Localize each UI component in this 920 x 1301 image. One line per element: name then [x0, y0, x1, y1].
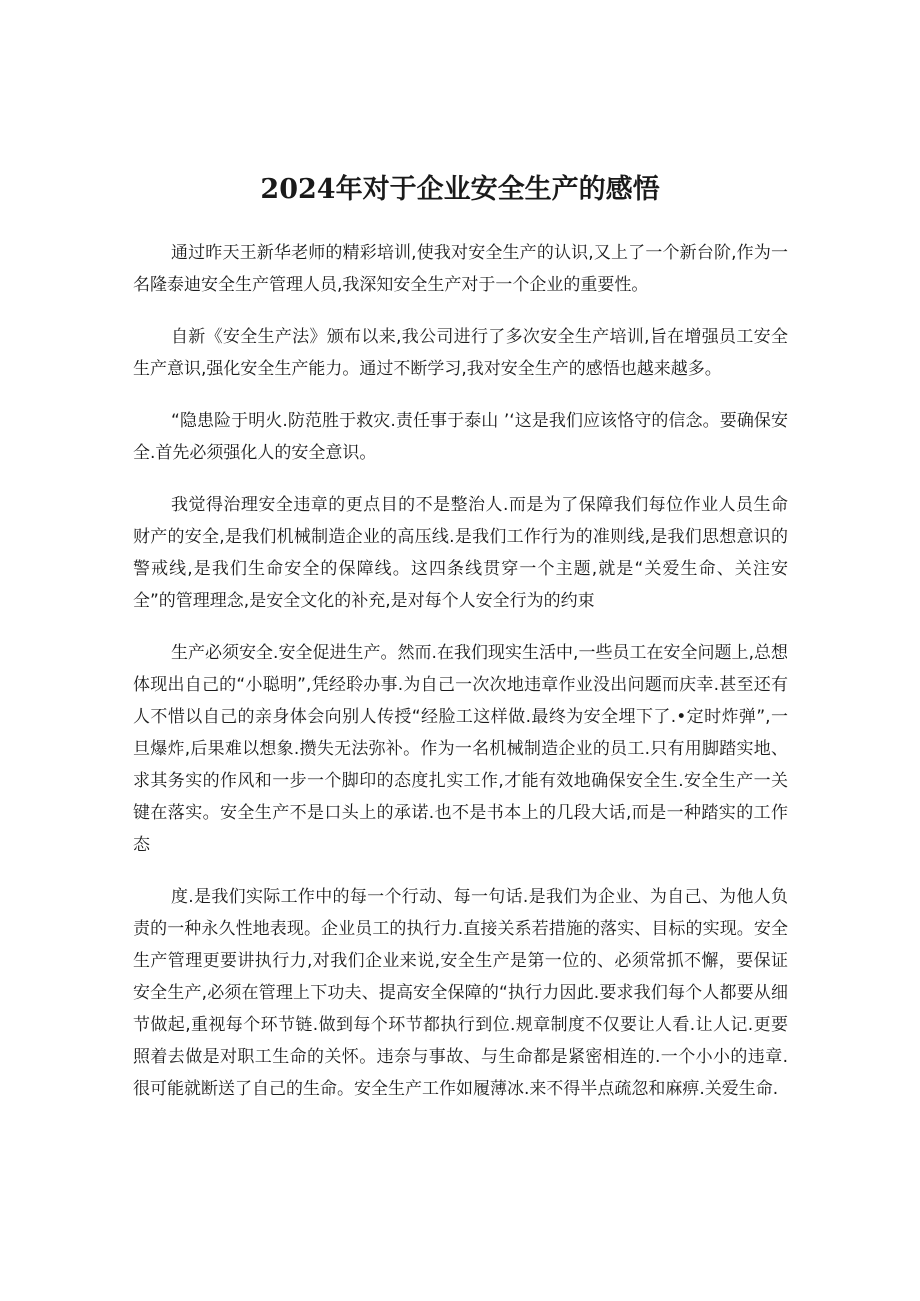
paragraph-6: 度.是我们实际工作中的每一个行动、每一句话.是我们为企业、为自己、为他人负责的一种永久性地表现。企业员工的执行力.直接关系若措施的落实、目标的实现。安全生产管理更要讲执行力,对我们企业来说,安全生产是第一位的、必须常抓不懈，要保证安全生产,必须在管理上下功夫、提高安全保障的“执行力因此.要求我们每个人都要从细节做起,重视每个环节链.做到每个环节都执行到位.规章制度不仅要让人看.让人记.更要照着去做是对职工生命的关怀。违奈与事故、与生命都是紧密相连的.一个小小的违章.很可能就断送了自己的生命。安全生产工作如履薄冰.来不得半点疏忽和麻痹.关爱生命. [133, 887, 788, 1099]
paragraph-3: “隐患险于明火.防范胜于救灾.责任事于泰山 ’‘这是我们应该恪守的信念。要确保安全.首先必须强化人的安全意识。 [133, 411, 788, 463]
paragraph-4: 我觉得治理安全违章的更点目的不是整治人.而是为了保障我们每位作业人员生命财产的安全,是我们机械制造企业的高压线.是我们工作行为的准则线,是我们思想意识的警戒线,是我们生命安全的保障线。这四条线贯穿一个主题,就是“关爱生命、关注安全”的管理理念,是安全文化的补充,是对每个人安全行为的约束 [133, 495, 788, 611]
paragraph-2: 自新《安全生产法》颁布以来,我公司进行了多次安全生产培训,旨在增强员工安全生产意识,强化安全生产能力。通过不断学习,我对安全生产的感悟也越来越多。 [133, 327, 788, 379]
paragraph-5: 生产必须安全.安全促进生产。然而.在我们现实生活中,一些员工在安全问题上,总想体现出自己的“小聪明”,凭经聆办事.为自己一次次地违章作业没出问题而庆幸.甚至还有人不惜以自己的亲身体会向别人传授“经脸工这样做.最终为安全埋下了.•定时炸弹”,一旦爆炸,后果难以想象.攒失无法弥补。作为一名机械制造企业的员工.只有用脚踏实地、求其务实的作风和一步一个脚印的态度扎实工作,才能有效地确保安全生.安全生产一关键在落实。安全生产不是口头上的承诺.也不是书本上的几段大话,而是一种踏实的工作态 [133, 643, 788, 855]
document-body [133, 237, 788, 1125]
paragraph-1: 通过昨天王新华老师的精彩培训,使我对安全生产的认识,又上了一个新台阶,作为一名隆泰迪安全生产管理人员,我深知安全生产对于一个企业的重要性。 [133, 243, 788, 295]
document-title: 2024年对于企业安全生产的感悟 [260, 174, 660, 205]
